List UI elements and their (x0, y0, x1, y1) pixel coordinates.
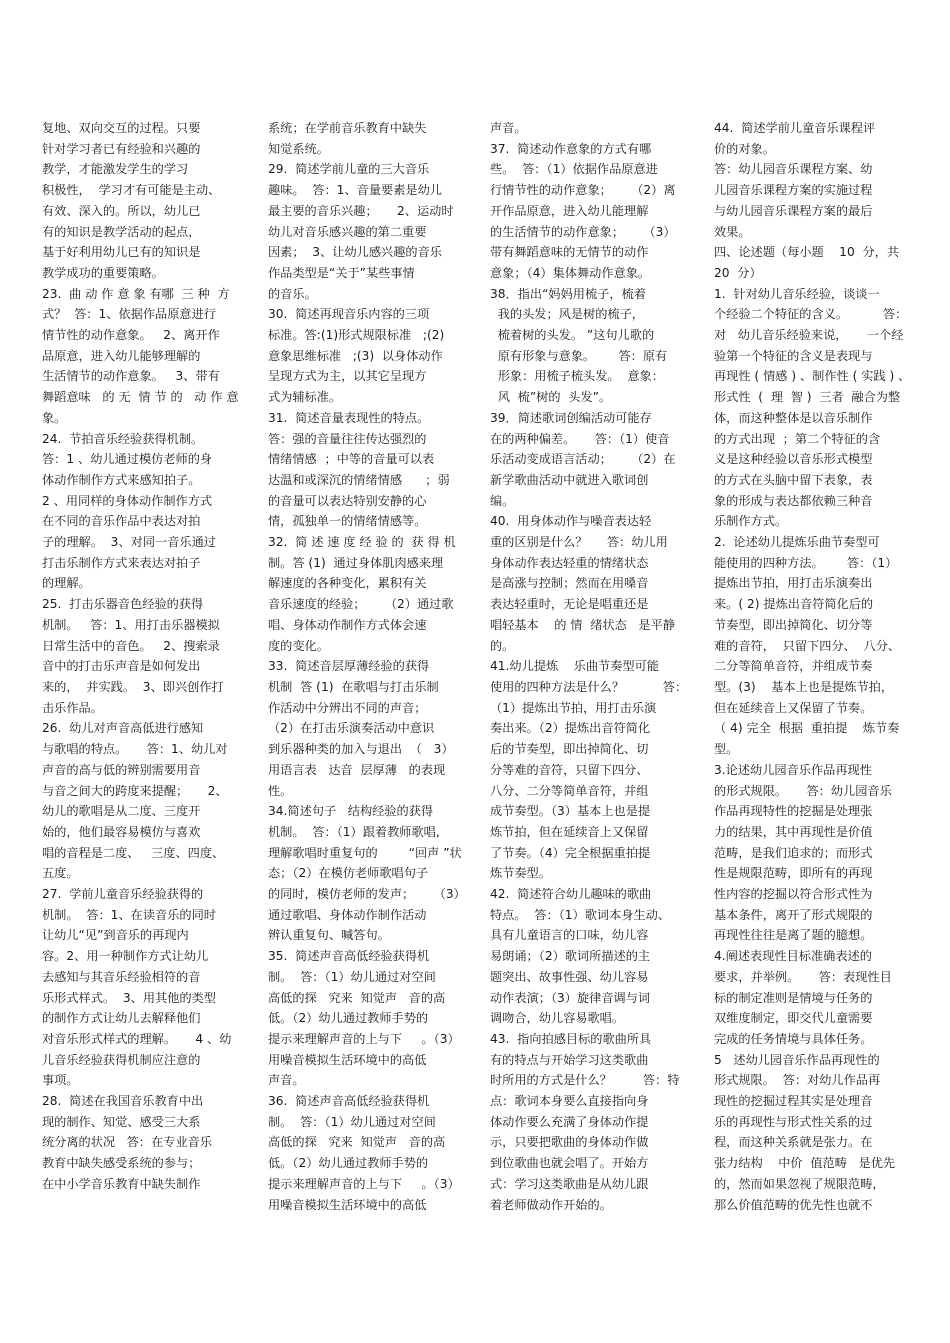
text-line: 42. 简述符合幼儿趣味的歌曲 (490, 887, 652, 902)
text-line: 体，而这种整体是以音乐制作 (714, 410, 873, 425)
text-line: 33. 简述音层厚薄经验的获得 (268, 659, 430, 674)
text-line: 舞蹈意味 的 无 情 节 的 动 作 意 (42, 390, 239, 405)
text-line: 八分、二分等简单音符，并组 (490, 783, 649, 798)
text-line: 击乐作品。 (42, 700, 103, 715)
text-column-3 (490, 118, 687, 1215)
text-line: 开作品原意，进入幼儿能理解 (490, 203, 649, 218)
text-line: 是高涨与控制；然而在用嗓音 (490, 576, 649, 591)
text-line: 24. 节拍音乐经验获得机制。 (42, 431, 204, 446)
text-line: 通过歌唱、身体动作制作活动 (268, 907, 427, 922)
text-line: 在中小学音乐教育中缺失制作 (42, 1176, 201, 1191)
text-line: 复地、双向交互的过程。只要 (42, 121, 201, 135)
text-line: 现的制作、知觉、感受三大系 (42, 1114, 201, 1129)
text-line: 作品类型是“关于”某些事情 (268, 265, 415, 280)
text-line: 与音之间大的跨度来提醒； 2、 (42, 783, 228, 798)
text-line: 日常生活中的音色。 2、搜索录 (42, 638, 220, 653)
text-line: 态；（2）在模仿老师歌唱句子 (268, 866, 429, 881)
text-line: 教学成功的重要策略。 (42, 265, 164, 280)
text-line: 提示来理解声音的上与下 。（3） (268, 1031, 460, 1046)
text-line: 3.论述幼儿园音乐作品再现性 (714, 762, 872, 777)
text-line: 五度。 (42, 866, 79, 881)
text-line: 的同时，模仿老师的发声； （3） (268, 887, 466, 902)
text-line: 有效、深入的。所以，幼儿已 (42, 203, 201, 218)
text-line: 炼节拍，但在延续音上又保留 (490, 824, 649, 839)
text-line: 答：强的音量往往传达强烈的 (268, 431, 427, 446)
text-line: 重的区别是什么？ 答：幼儿用 (490, 535, 668, 550)
text-line: 型。 (714, 742, 739, 757)
text-line: 作活动中分辨出不同的声音； (268, 700, 427, 715)
text-line: 带有舞蹈意味的无情节的动作 (490, 245, 649, 260)
text-line: 形式规限。 答：对幼儿作品再 (714, 1073, 881, 1088)
text-line: 品原意，进入幼儿能够理解的 (42, 348, 201, 363)
text-line: 20 分） (714, 265, 762, 280)
text-line: 时所用的方式是什么？ 答：特 (490, 1073, 680, 1088)
text-line: 25. 打击乐器音色经验的获得 (42, 597, 204, 612)
text-line: 后的节奏型，即出掉简化、切 (490, 742, 649, 757)
text-line: 37. 简述动作意象的方式有哪 (490, 141, 652, 156)
text-line: 唱的音程是二度、 三度、四度、 (42, 845, 225, 860)
text-line: 再现性 ( 情感 ) 、制作性 ( 实践 ) 、 (714, 369, 911, 384)
text-line: 示，只要把歌曲的身体动作做 (490, 1135, 649, 1150)
text-line: 28. 简述在我国音乐教育中出 (42, 1094, 204, 1109)
text-line: 始的，他们最容易模仿与喜欢 (42, 824, 201, 839)
text-line: 36. 简述声音高低经验获得机 (268, 1094, 430, 1109)
text-line: 乐形式样式。 3、用其他的类型 (42, 990, 216, 1005)
text-line: 音中的打击乐声音是如何发出 (42, 659, 201, 674)
text-line: 的音乐。 (268, 286, 317, 301)
text-line: 的方式在头脑中留下表象，表 (714, 472, 873, 487)
text-line: 31. 简述音量表现性的特点。 (268, 410, 430, 425)
text-line: 着老师做动作开始的。 (490, 1197, 612, 1212)
text-line: 义是这种经验以音乐形式模型 (714, 452, 873, 467)
text-line: 效果。 (714, 224, 751, 239)
text-line: 完成的任务情境与具体任务。 (714, 1031, 873, 1046)
text-line: 的制作方式让幼儿去解释他们 (42, 1011, 201, 1026)
text-line: 声音。 (268, 1073, 305, 1088)
text-line: 来的， 并实践。 3、即兴创作打 (42, 679, 224, 694)
text-line: 编。 (490, 493, 515, 508)
text-line: 验第一个特征的含义是表现与 (714, 348, 873, 363)
text-line: 风 梳”树的 头发”。 (490, 390, 612, 405)
text-line: 有的知识是教学活动的起点， (42, 224, 201, 239)
text-line: 达温和或深沉的情绪情感 ；弱 (268, 472, 450, 487)
text-line: 炼节奏型。 (490, 866, 551, 881)
text-line: 的。 (490, 638, 515, 653)
text-line: 性。 (268, 783, 293, 798)
text-line: 最主要的音乐兴趣； 2、运动时 (268, 203, 454, 218)
text-line: 情，孤独单一的情绪情感等。 (268, 514, 427, 529)
text-line: 系统；在学前音乐教育中缺失 (268, 121, 427, 135)
text-line: 性是规限范畴，即所有的再现 (714, 866, 873, 881)
text-line: 对音乐形式样式的理解。 4 、幼 (42, 1031, 232, 1046)
text-line: 调吻合，幼儿容易歌唱。 (490, 1011, 625, 1026)
text-line: 张力结构 中价 值范畴 是优先 (714, 1156, 896, 1171)
text-line: 29. 简述学前儿童的三大音乐 (268, 162, 430, 177)
text-line: 41.幼儿提炼 乐曲节奏型可能 (490, 659, 659, 674)
text-line: 象的形成与表达都依赖三种音 (714, 493, 873, 508)
text-line: 39．简述歌词创编活动可能存 (490, 410, 652, 425)
text-line: 能使用的四种方法。 答：（1） (714, 555, 898, 570)
text-line: 唱、身体动作制作方式体会速 (268, 617, 427, 632)
text-line: 4.阐述表现性目标准确表述的 (714, 949, 872, 964)
text-line: 式？ 答：1、依据作品原意进行 (42, 307, 216, 322)
text-line: （ 4) 完全 根据 重拍提 炼节奏 (714, 721, 900, 736)
text-line: 理解歌唱时重复句的 “回声 ”状 (268, 845, 462, 860)
text-line: 作品再现特性的挖掘是处理张 (714, 804, 873, 819)
text-line: 机制 答 (1) 在歌唱与打击乐制 (268, 679, 439, 694)
text-line: 要求，并举例。 答：表现性目 (714, 969, 892, 984)
text-line: 去感知与其音乐经验相符的音 (42, 969, 201, 984)
text-line: 教育中缺失感受系统的参与； (42, 1156, 201, 1171)
text-line: 制。答 (1) 通过身体肌肉感来理 (268, 555, 444, 570)
text-line: 现性的挖掘过程其实是处理音 (714, 1094, 873, 1109)
text-line: 44. 简述学前儿童音乐课程评 (714, 121, 876, 135)
text-line: 的音量可以表达特别安静的心 (268, 493, 427, 508)
text-line: 身体动作表达轻重的情绪状态 (490, 555, 649, 570)
text-line: 新学歌曲活动中就进入歌词创 (490, 472, 649, 487)
text-line: 呈现方式为主，以其它呈现方 (268, 369, 427, 384)
text-line: 标的制定准则是情境与任务的 (714, 990, 873, 1005)
text-line: 点：歌词本身要么直接指向身 (490, 1094, 649, 1109)
text-line: 那么价值范畴的优先性也就不 (714, 1197, 873, 1212)
text-line: 些。 答：（1）依据作品原意进 (490, 162, 658, 177)
text-line: 40. 用身体动作与噪音表达轻 (490, 514, 652, 529)
text-line: 四、论述题（每小题 10 分，共 (714, 245, 900, 260)
text-line: 幼儿的歌唱是从二度、三度开 (42, 804, 201, 819)
text-line: 积极性， 学习才有可能是主动、 (42, 183, 221, 198)
text-line: 式为辅标准。 (268, 390, 342, 405)
text-line: 乐活动变成语言活动； （2）在 (490, 452, 676, 467)
text-line: 再现性往往是离了题的臆想。 (714, 928, 873, 943)
text-line: 形象：用梳子梳头发。 意象： (490, 369, 664, 384)
text-line: 题突出、故事性强、幼儿容易 (490, 969, 649, 984)
text-line: 的生活情节的动作意象； （3） (490, 224, 676, 239)
text-line: 对 幼儿音乐经验来说， 一个经 (714, 328, 904, 343)
text-line: 在不同的音乐作品中表达对拍 (42, 514, 201, 529)
text-line: 儿音乐经验获得机制应注意的 (42, 1052, 201, 1067)
text-line: 生活情节的动作意象。 3、带有 (42, 369, 220, 384)
text-line: 动作表演；（3）旋律音调与词 (490, 990, 651, 1005)
text-line: 度的变化。 (268, 638, 329, 653)
text-line: 力的结果，其中再现性是价值 (714, 824, 873, 839)
text-line: 在的两种偏差。 答：（1）使音 (490, 431, 670, 446)
text-line: 价的对象。 (714, 141, 775, 156)
text-line: 意象思维标准 ;(3) 以身体动作 (268, 348, 443, 363)
text-line: 用噪音模拟生活环境中的高低 (268, 1052, 427, 1067)
text-line: 34.简述句子 结构经验的获得 (268, 804, 434, 819)
text-line: 的形式规限。 答：幼儿园音乐 (714, 783, 892, 798)
text-line: 2. 论述幼儿提炼乐曲节奏型可 (714, 535, 880, 550)
text-line: 制。 答：（1）幼儿通过对空间 (268, 969, 436, 984)
text-line: 制。 答：（1）幼儿通过对空间 (268, 1114, 436, 1129)
text-line: 容。2、用一种制作方式让幼儿 (42, 949, 209, 964)
text-line: 机制。 答：1、在读音乐的同时 (42, 907, 216, 922)
text-line: 子的理解。 3、对同一音乐通过 (42, 535, 216, 550)
text-line: 难的音符， 只留下四分、 八分、 (714, 638, 901, 653)
text-line: 标准。答:(1)形式规限标准 ;(2) (268, 328, 445, 343)
text-line: 基于好利用幼儿已有的知识是 (42, 245, 201, 260)
text-line: 的方式出现 ；第二个特征的含 (714, 431, 881, 446)
text-line: 梳着树的头发。 ”这句儿歌的 (490, 328, 655, 343)
text-line: 音乐速度的经验； （2）通过歌 (268, 597, 454, 612)
text-line: 低。（2）幼儿通过教师手势的 (268, 1156, 429, 1171)
text-line: 声音的高与低的辨别需要用音 (42, 762, 201, 777)
text-line: 30. 简述再现音乐内容的三项 (268, 307, 430, 322)
text-line: 易朗诵；（2）歌词所描述的主 (490, 949, 651, 964)
text-line: 型。(3) 基本上也是提炼节拍， (714, 679, 894, 694)
text-line: 1. 针对幼儿音乐经验，谈谈一 (714, 286, 880, 301)
text-line: 与幼儿园音乐课程方案的最后 (714, 203, 873, 218)
text-line: 统分离的状况 答：在专业音乐 (42, 1135, 213, 1150)
text-line: 教学，才能激发学生的学习 (42, 162, 189, 177)
text-line: 让幼儿“见”到音乐的再现内 (42, 928, 189, 943)
text-line: 43. 指向拍感目标的歌曲所具 (490, 1031, 652, 1046)
text-line: 体动作制作方式来感知拍子。 (42, 472, 201, 487)
text-line: 节奏型，即出掉简化、切分等 (714, 617, 873, 632)
text-column-2 (268, 118, 466, 1215)
text-line: （1）提炼出节拍，用打击乐演 (490, 700, 657, 715)
text-line: 的理解。 (42, 576, 91, 591)
text-line: 象。 (42, 410, 67, 425)
text-line: 到乐器种类的加入与退出 （ 3） (268, 742, 454, 757)
text-column-4 (714, 118, 910, 1215)
text-line: 答：1 、幼儿通过模仿老师的身 (42, 452, 213, 467)
text-line: 成节奏型。（3）基本上也是提 (490, 804, 651, 819)
text-line: 我的头发；风是树的梳子， (490, 307, 644, 322)
text-line: 有的特点与开始学习这类歌曲 (490, 1052, 649, 1067)
text-line: 用语言表 达音 层厚薄 的表现 (268, 762, 446, 777)
text-line: 的，然而如果忽视了规限范畴， (714, 1176, 885, 1191)
text-line: 性内容的挖掘以符合形式性为 (714, 887, 873, 902)
text-line: 事项。 (42, 1073, 79, 1088)
text-line: 乐的再现性与形式性关系的过 (714, 1114, 873, 1129)
text-line: 声音。 (490, 121, 527, 135)
text-line: 高低的探 究来 知觉声 音的高 (268, 1135, 446, 1150)
text-line: 双维度制定，即交代儿童需要 (714, 1011, 873, 1026)
text-line: 分等难的音符，只留下四分、 (490, 762, 649, 777)
text-line: 27. 学前儿童音乐经验获得的 (42, 887, 204, 902)
text-line: （2）在打击乐演奏活动中意识 (268, 721, 435, 736)
text-line: 机制。 答：（1）跟着教师歌唱, (268, 824, 440, 839)
text-line: 低。（2）幼儿通过教师手势的 (268, 1011, 429, 1026)
text-line: 了节奏。（4）完全根据重拍提 (490, 845, 651, 860)
text-line: 使用的四种方法是什么？ 答： (490, 679, 688, 694)
text-line: 35. 简述声音高低经验获得机 (268, 949, 430, 964)
text-line: 与歌唱的特点。 答：1、幼儿对 (42, 742, 228, 757)
text-line: 行情节性的动作意象； （2）离 (490, 183, 676, 198)
text-line: 情绪情感 ；中等的音量可以表 (268, 452, 435, 467)
text-line: 因素； 3、让幼儿感兴趣的音乐 (268, 245, 442, 260)
text-line: 儿园音乐课程方案的实施过程 (714, 183, 873, 198)
text-line: 唱轻基本 的 情 绪状态 是平静 (490, 617, 675, 632)
text-line: 打击乐制作方式来表达对拍子 (42, 555, 201, 570)
text-line: 形式性 ( 理 智 ) 三者 融合为整 (714, 390, 901, 405)
text-line: 趣味。 答：1、音量要素是幼儿 (268, 183, 442, 198)
text-line: 23. 曲 动 作 意 象 有哪 三 种 方 (42, 286, 230, 301)
text-line: 辨认重复句、喊答句。 (268, 928, 390, 943)
text-line: 32. 简 述 速 度 经 验 的 获 得 机 (268, 535, 456, 550)
text-line: 表达轻重时，无论是唱重还是 (490, 597, 649, 612)
text-line: 意象；（4）集体舞动作意象。 (490, 265, 651, 280)
text-line: 程，而这种关系就是张力。在 (714, 1135, 873, 1150)
text-line: 具有儿童语言的口味，幼儿容 (490, 928, 649, 943)
text-line: 范畴，是我们追求的；而形式 (714, 845, 873, 860)
text-line: 答：幼儿园音乐课程方案、幼 (714, 162, 873, 177)
text-line: 体动作要么充满了身体动作提 (490, 1114, 649, 1129)
text-line: 但在延续音上又保留了节奏。 (714, 700, 873, 715)
text-line: 高低的探 究来 知觉声 音的高 (268, 990, 446, 1005)
text-line: 解速度的各种变化，累积有关 (268, 576, 427, 591)
text-line: 到位歌曲也就会唱了。开始方 (490, 1156, 649, 1171)
text-line: 来。( 2) 提炼出音符简化后的 (714, 597, 874, 612)
text-line: 式：学习这类歌曲是从幼儿跟 (490, 1176, 649, 1191)
text-line: 提炼出节拍，用打击乐演奏出 (714, 576, 873, 591)
text-line: 原有形象与意象。 答：原有 (490, 348, 668, 363)
text-line: 5 述幼儿园音乐作品再现性的 (714, 1052, 880, 1067)
text-line: 机制。 答：1、用打击乐器模拟 (42, 617, 220, 632)
text-line: 奏出来。（2）提炼出音符简化 (490, 721, 651, 736)
text-line: 二分等简单音符，并组成节奏 (714, 659, 873, 674)
text-column-1 (42, 118, 239, 1195)
text-line: 38．指出“妈妈用梳子，梳着 (490, 286, 646, 301)
text-line: 用噪音模拟生活环境中的高低 (268, 1197, 427, 1212)
text-line: 知觉系统。 (268, 141, 329, 156)
text-line: 特点。 答：（1）歌词本身生动、 (490, 907, 671, 922)
text-line: 幼儿对音乐感兴趣的第二重要 (268, 224, 427, 239)
text-line: 2 、用同样的身体动作制作方式 (42, 493, 213, 508)
text-line: 情节性的动作意象。 2、离开作 (42, 328, 220, 343)
text-line: 基本条件，离开了形式规限的 (714, 907, 873, 922)
text-line: 针对学习者已有经验和兴趣的 (42, 141, 201, 156)
text-line: 个经验二个特征的含义。 答： (714, 307, 908, 322)
text-line: 乐制作方式。 (714, 514, 788, 529)
text-line: 提示来理解声音的上与下 。（3） (268, 1176, 460, 1191)
text-line: 26. 幼儿对声音高低进行感知 (42, 721, 204, 736)
